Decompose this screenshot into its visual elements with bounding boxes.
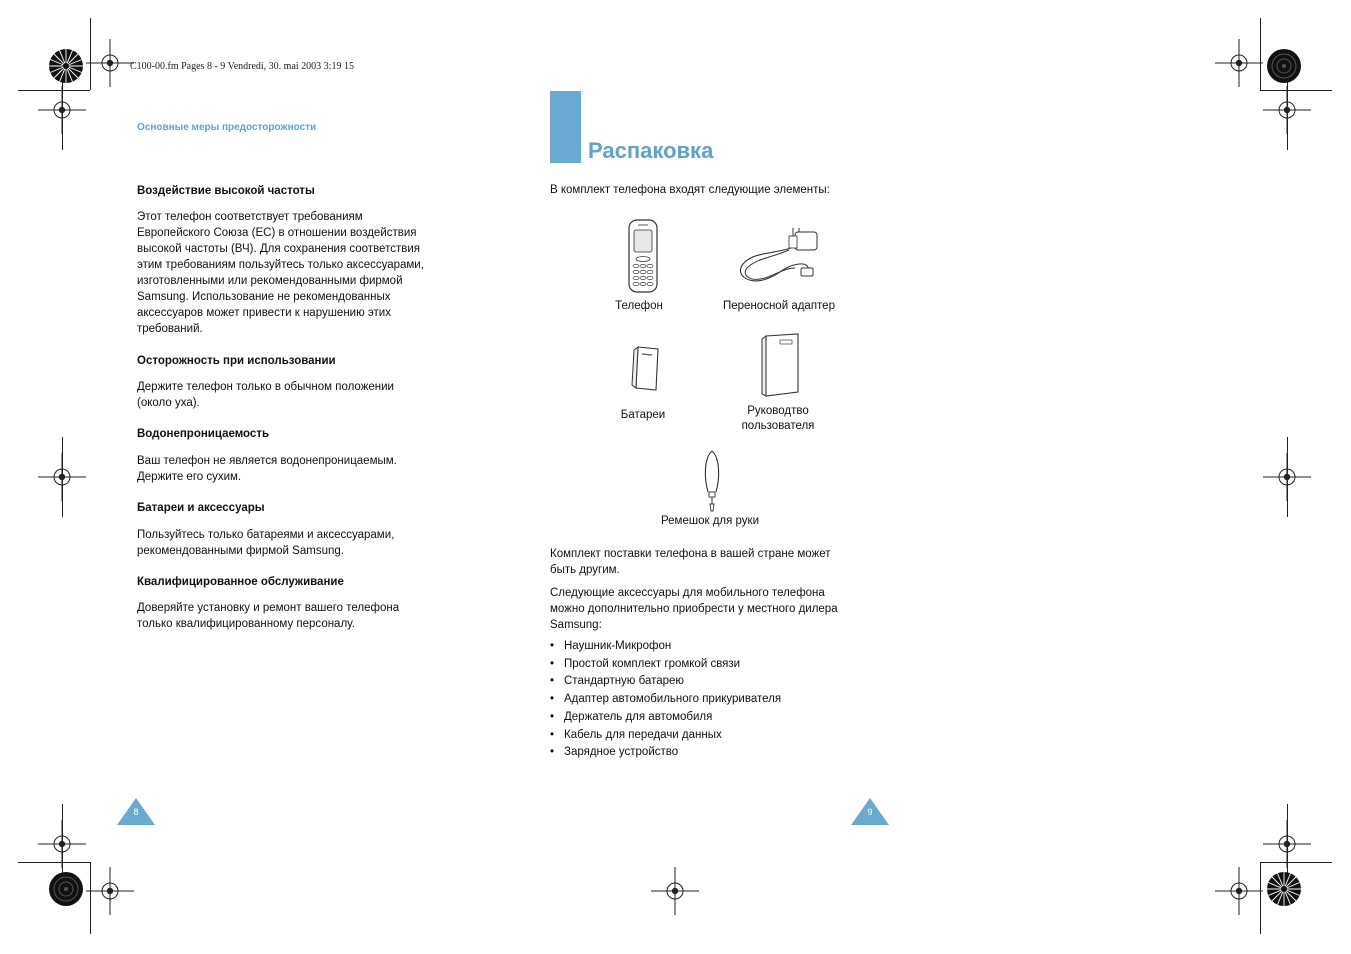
- section-text-batteries: Пользуйтесь только батареями и аксессуарами, рекомендованными фирмой Samsung.: [137, 529, 395, 557]
- file-header: C100-00.fm Pages 8 - 9 Vendredi, 30. mai 2003 3:19 15: [130, 61, 354, 72]
- section-text-service: Доверяйте установку и ремонт вашего телефона только квалифицированному персоналу.: [137, 602, 400, 630]
- list-item: • Адаптер автомобильного прикуривателя: [550, 691, 870, 709]
- adapter-image: [733, 224, 827, 290]
- section-title-rf: Воздействие высокой частоты: [137, 185, 315, 197]
- battery-image: [628, 344, 662, 394]
- list-item: • Стандартную батарею: [550, 673, 870, 691]
- section-title-service: Квалифицированное обслуживание: [137, 576, 344, 588]
- ringburst-top-right: [1267, 49, 1301, 83]
- section-title-water: Водонепроницаемость: [137, 428, 270, 440]
- caption-adapter: Переносной адаптер: [723, 300, 835, 312]
- list-item: • Наушник-Микрофон: [550, 638, 870, 656]
- title-accent-block: [550, 91, 581, 163]
- phone-image: [626, 218, 660, 294]
- caption-phone: Телефон: [615, 300, 663, 312]
- page-number-left: 8: [133, 807, 139, 817]
- accessories-list: [550, 638, 870, 762]
- starburst-bottom-right: [1267, 872, 1301, 906]
- section-title-use: Осторожность при использовании: [137, 355, 336, 367]
- starburst-top-left: [49, 49, 83, 83]
- running-head: Основные меры предосторожности: [137, 122, 317, 133]
- delivery-note: Комплект поставки телефона в вашей стране может быть другим.: [550, 548, 831, 576]
- list-item: • Кабель для передачи данных: [550, 727, 870, 745]
- strap-image: [700, 448, 724, 514]
- section-text-rf: Этот телефон соответствует требованиям Европейского Союза (ЕС) в отношении воздействия высокой частоты (ВЧ). Для сохранения соответствия этим требованиям пользуйтесь только аксессуарами, изготовленными или рекомендованными фирмой Samsung. Использование не рекомендованных аксессуаров может привести к нарушению этих требований.: [137, 211, 424, 335]
- accessories-intro: Следующие аксессуары для мобильного телефона можно дополнительно приобрести у местного дилера Samsung:: [550, 587, 838, 631]
- caption-manual: Руководтво пользователя: [741, 405, 815, 432]
- list-item: • Держатель для автомобиля: [550, 709, 870, 727]
- caption-battery: Батареи: [620, 409, 666, 421]
- list-item: • Зарядное устройство: [550, 744, 870, 762]
- caption-strap: Ремешок для руки: [660, 515, 760, 527]
- page-number-right: 9: [867, 807, 873, 817]
- section-text-water: Ваш телефон не является водонепроницаемым. Держите его сухим.: [137, 455, 397, 483]
- section-text-use: Держите телефон только в обычном положении (около уха).: [137, 381, 394, 409]
- ringburst-bottom-left: [49, 872, 83, 906]
- list-item: • Простой комплект громкой связи: [550, 656, 870, 674]
- manual-image: [756, 332, 802, 398]
- section-title-batteries: Батареи и аксессуары: [137, 502, 265, 514]
- intro-text: В комплект телефона входят следующие элементы:: [550, 184, 830, 196]
- page-title: Распаковка: [588, 138, 714, 163]
